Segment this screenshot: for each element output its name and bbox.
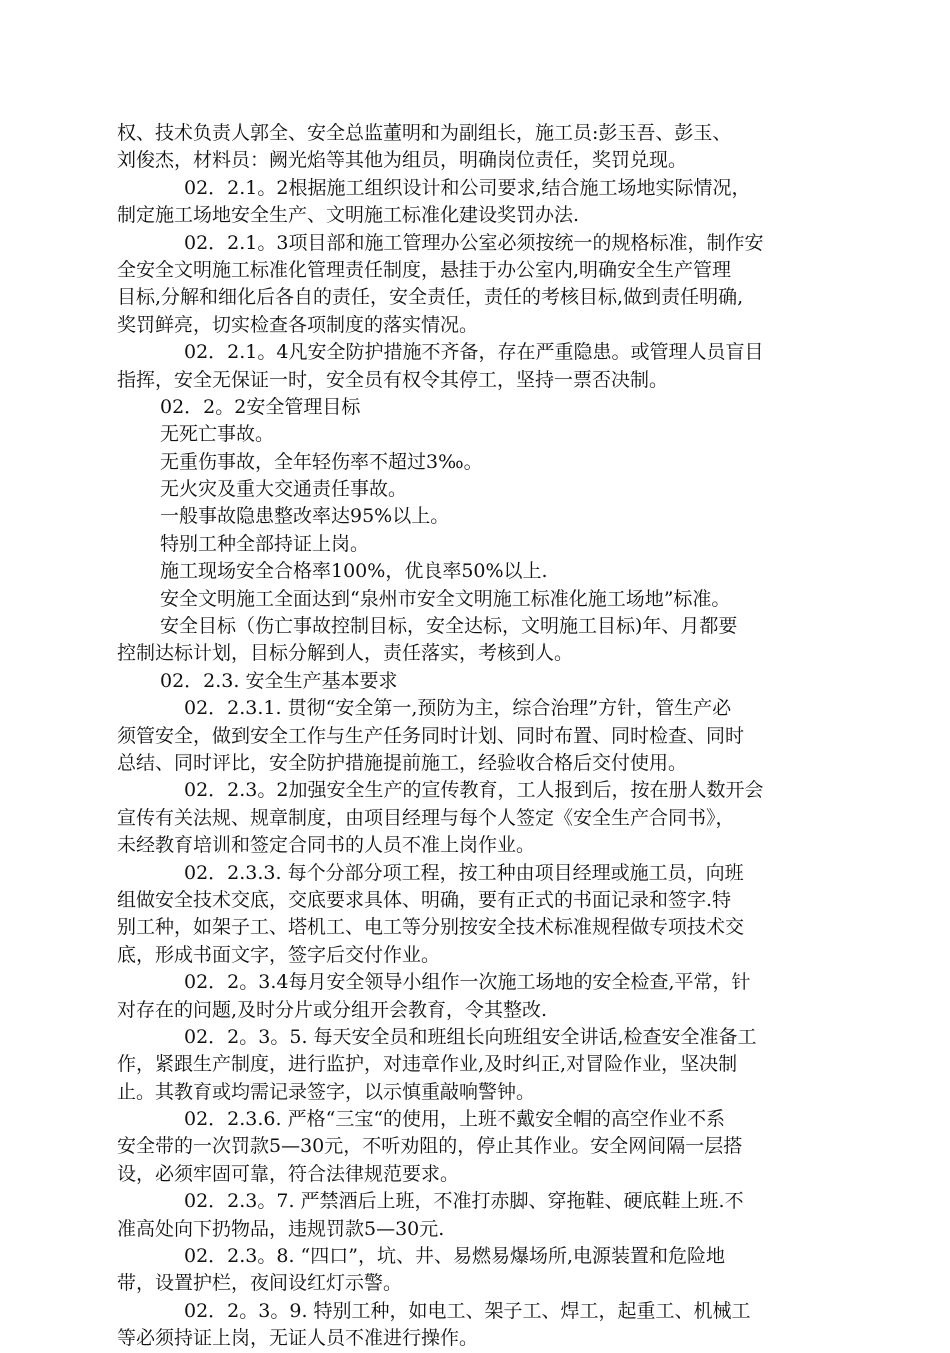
text-line: 全安全文明施工标准化管理责任制度，悬挂于办公室内,明确安全生产管理	[117, 258, 732, 281]
text-line: 底，形成书面文字，签字后交付作业。	[117, 943, 441, 966]
text-line: 制定施工场地安全生产、文明施工标准化建设奖罚办法.	[117, 204, 580, 227]
goal-item: 无重伤事故，全年轻伤率不超过3‰。	[160, 450, 483, 473]
text-line: 设，必须牢固可靠，符合法律规范要求。	[117, 1162, 460, 1185]
text-line: 别工种，如架子工、塔机工、电工等分别按安全技术标准规程做专项技术交	[117, 916, 745, 939]
clause-heading-line: 02．2.3.1. 贯彻“安全第一,预防为主，综合治理”方针，管生产必	[184, 697, 732, 720]
text-line: 权、技术负责人郭全、安全总监董明和为副组长，施工员:彭玉吾、彭玉、	[117, 122, 732, 144]
document-body	[117, 120, 862, 1353]
clause-heading-line: 02．2.3.3. 每个分部分项工程，按工种由项目经理或施工员，向班	[184, 861, 744, 884]
text-line: 指挥，安全无保证一时，安全员有权令其停工，坚持一票否决制。	[117, 368, 669, 391]
clause-heading-line: 02．2.1。3项目部和施工管理办公室必须按统一的规格标准，制作安	[184, 231, 764, 254]
clause-heading-line: 02．2.3。2加强安全生产的宣传教育，工人报到后，按在册人数开会	[184, 779, 764, 802]
text-line: 等必须持证上岗，无证人员不准进行操作。	[117, 1327, 479, 1350]
goal-item: 特别工种全部持证上岗。	[160, 532, 370, 555]
goal-item: 无死亡事故。	[160, 423, 275, 446]
goal-item: 安全目标（伤亡事故控制目标，安全达标，文明施工目标)年、月都要	[160, 615, 738, 638]
clause-heading-line: 02．2。3。9. 特别工种，如电工、架子工、焊工，起重工、机械工	[184, 1299, 751, 1322]
text-line: 控制达标计划，目标分解到人，责任落实，考核到人。	[117, 642, 574, 665]
text-line: 准高处向下扔物品，违规罚款5—30元.	[117, 1217, 445, 1240]
section-heading: 02．2.3. 安全生产基本要求	[160, 669, 398, 692]
goal-item: 安全文明施工全面达到“泉州市安全文明施工标准化施工场地”标准。	[160, 587, 731, 610]
text-line: 总结、同时评比，安全防护措施提前施工，经验收合格后交付使用。	[117, 751, 688, 774]
section-heading: 02．2。2安全管理目标	[160, 395, 361, 418]
text-line: 未经教育培训和签定合同书的人员不准上岗作业。	[117, 834, 536, 857]
goal-item: 无火灾及重大交通责任事故。	[160, 478, 408, 501]
clause-heading-line: 02．2.1。2根据施工组织设计和公司要求,结合施工场地实际情况，	[184, 176, 751, 199]
text-line: 目标,分解和细化后各自的责任，安全责任，责任的考核目标,做到责任明确,	[117, 286, 744, 309]
text-line: 组做安全技术交底，交底要求具体、明确，要有正式的书面记录和签字.特	[117, 888, 732, 911]
text-line: 宣传有关法规、规章制度，由项目经理与每个人签定《安全生产合同书》，	[117, 806, 735, 829]
clause-heading-line: 02．2.3。7. 严禁酒后上班，不准打赤脚、穿拖鞋、硬底鞋上班.不	[184, 1190, 744, 1213]
goal-item: 一般事故隐患整改率达95%以上。	[160, 505, 450, 528]
clause-heading-line: 02．2。3。5. 每天安全员和班组长向班组安全讲话,检查安全准备工	[184, 1025, 757, 1048]
clause-heading-line: 02．2.3.6. 严格“三宝“的使用，上班不戴安全帽的高空作业不系	[184, 1108, 726, 1131]
text-line: 奖罚鲜亮，切实检查各项制度的落实情况。	[117, 313, 479, 336]
clause-heading-line: 02．2.1。4凡安全防护措施不齐备，存在严重隐患。或管理人员盲目	[184, 341, 764, 364]
text-line: 作，紧跟生产制度，进行监护，对违章作业,及时纠正,对冒险作业，坚决制	[117, 1053, 738, 1076]
text-line: 带，设置护栏，夜间设红灯示警。	[117, 1272, 403, 1295]
text-line: 对存在的问题,及时分片或分组开会教育，令其整改.	[117, 998, 548, 1021]
goal-item: 施工现场安全合格率100%，优良率50%以上.	[160, 560, 548, 583]
text-line: 刘俊杰，材料员：阙光焰等其他为组员，明确岗位责任，奖罚兑现。	[117, 149, 688, 172]
clause-heading-line: 02．2.3。8. “四口”，坑、井、易燃易爆场所,电源装置和危险地	[184, 1245, 726, 1268]
text-line: 安全带的一次罚款5—30元，不听劝阻的，停止其作业。安全网间隔一层搭	[117, 1135, 743, 1158]
text-line: 止。其教育或均需记录签字，以示慎重敲响警钟。	[117, 1080, 536, 1103]
text-line: 须管安全，做到安全工作与生产任务同时计划、同时布置、同时检查、同时	[117, 724, 745, 747]
clause-heading-line: 02．2。3.4每月安全领导小组作一次施工场地的安全检查,平常，针	[184, 971, 751, 994]
